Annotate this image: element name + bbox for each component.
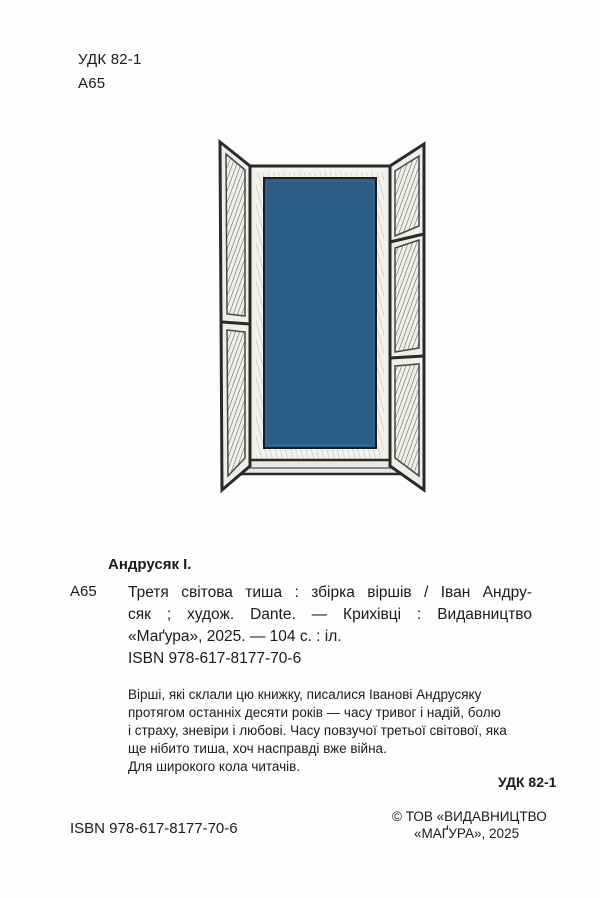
catalog-code: А65 (70, 583, 97, 600)
author-heading: Андрусяк І. (108, 556, 192, 573)
annotation-line: і страху, зневіри і любові. Часу повзучої третьої світової, яка (128, 723, 507, 738)
udk-code: УДК 82-1 (78, 51, 142, 68)
biblio-line: «Маґура», 2025. — 104 с. : іл. (128, 628, 342, 645)
open-window-icon (212, 138, 432, 494)
copyright-line: © ТОВ «ВИДАВНИЦТВО (392, 809, 547, 824)
annotation-audience: Для широкого кола читачів. (128, 759, 301, 774)
annotation-line: ще нібито тиша, хоч насправді вже війна. (128, 741, 387, 756)
biblio-isbn: ISBN 978-617-8177-70-6 (128, 650, 302, 667)
copyright-line: «МАҐУРА», 2025 (414, 826, 520, 841)
annotation-line: протягом останніх десяти років — часу тривог і надій, болю (128, 705, 501, 720)
copyright-notice (392, 808, 547, 842)
biblio-line: сяк ; худож. Dante. — Крихівці : Видавництво (128, 606, 532, 623)
isbn-footer: ISBN 978-617-8177-70-6 (70, 820, 238, 837)
udk-footer-code: УДК 82-1 (498, 774, 557, 790)
author-mark-code: А65 (78, 75, 106, 92)
annotation (128, 686, 548, 776)
annotation-line: Вірші, які склали цю книжку, писалися Іванові Андрусяку (128, 687, 482, 702)
bibliographic-description (128, 582, 532, 670)
biblio-line: Третя світова тиша : збірка віршів / Іван Андру- (128, 584, 532, 601)
udk-header (78, 48, 142, 96)
